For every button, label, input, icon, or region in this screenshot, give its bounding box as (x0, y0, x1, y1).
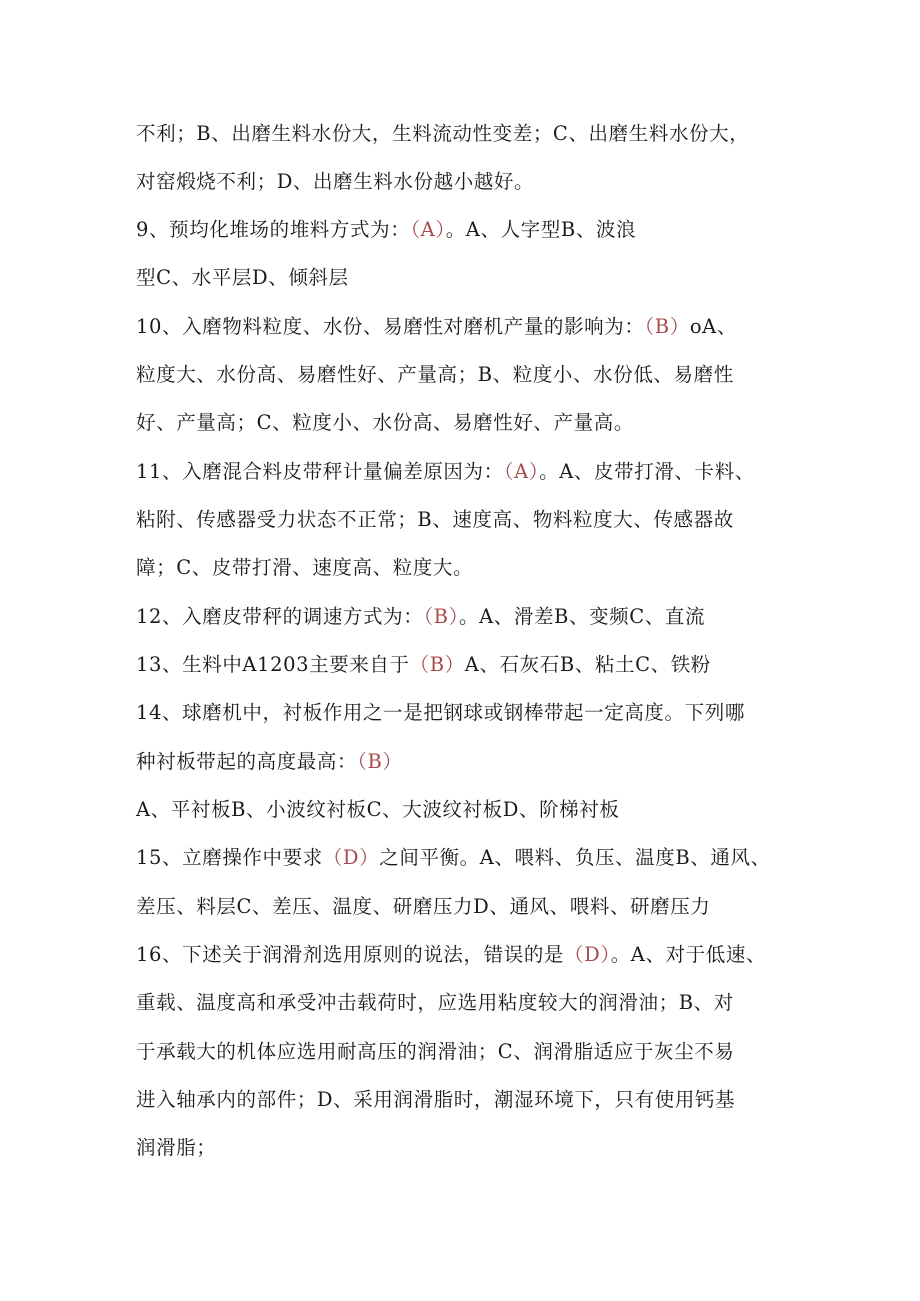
text-segment: 差压、料层C、差压、温度、研磨压力D、通风、喂料、研磨压力 (136, 895, 711, 918)
text-segment: A、平衬板B、小波纹衬板C、大波纹衬板D、阶梯衬板 (136, 798, 620, 821)
text-segment: 15、立磨操作中要求 (136, 846, 323, 869)
question-10 (136, 315, 816, 339)
text-line (136, 895, 816, 919)
text-segment: 13、生料中A1203主要来自于 (136, 653, 410, 676)
text-segment: 于承载大的机体应选用耐高压的润滑油；C、润滑脂适应于灰尘不易 (136, 1040, 735, 1063)
question-13 (136, 653, 816, 677)
text-line (136, 1136, 816, 1160)
answer-mark: （D） (564, 943, 611, 966)
text-segment: 。A、皮带打滑、卡料、 (539, 460, 755, 483)
text-line (136, 363, 816, 387)
text-segment: 9、预均化堆场的堆料方式为： (136, 218, 411, 241)
text-segment: 进入轴承内的部件；D、采用润滑脂时，潮湿环境下，只有使用钙基 (136, 1088, 736, 1111)
text-line (136, 556, 816, 580)
text-line (136, 266, 816, 290)
text-line (136, 991, 816, 1015)
text-line (136, 508, 816, 532)
text-segment: 不利；B、出磨生料水份大，生料流动性变差；C、出磨生料水份大， (136, 122, 750, 145)
text-segment: 种衬板带起的高度最高： (136, 750, 358, 773)
text-line (136, 750, 816, 774)
answer-mark: （B） (409, 653, 465, 676)
text-segment: 粒度大、水份高、易磨性好、产量高；B、粒度小、水份低、易磨性 (136, 363, 734, 386)
question-11 (136, 460, 816, 484)
text-segment: 12、入磨皮带秤的调速方式为： (136, 605, 424, 628)
text-segment: 之间平衡。A、喂料、负压、温度B、通风、 (379, 846, 771, 869)
text-segment: oA、 (689, 315, 737, 338)
text-segment: 11、入磨混合料皮带秤计量偏差原因为： (136, 460, 504, 483)
text-segment: 16、下述关于润滑剂选用原则的说法，错误的是 (136, 943, 565, 966)
text-line (136, 122, 816, 146)
question-15 (136, 846, 816, 870)
answer-mark: （B） (644, 315, 690, 338)
answer-mark: （D） (322, 846, 380, 869)
text-segment: 10、入磨物料粒度、水份、易磨性对磨机产量的影响为： (136, 315, 645, 338)
question-9 (136, 218, 816, 242)
text-line (136, 170, 816, 194)
text-segment: 型C、水平层D、倾斜层 (136, 266, 349, 289)
text-segment: A、石灰石B、粘土C、铁粉 (464, 653, 711, 676)
question-16 (136, 943, 816, 967)
answer-mark: （A） (503, 460, 540, 483)
answer-mark: （A） (410, 218, 446, 241)
text-segment: 。A、人字型B、波浪 (445, 218, 637, 241)
answer-mark: （B） (423, 605, 459, 628)
text-segment: 好、产量高；C、粒度小、水份高、易磨性好、产量高。 (136, 411, 634, 434)
text-line (136, 798, 816, 822)
answer-mark: （B） (357, 750, 403, 773)
text-segment: 。A、滑差B、变频C、直流 (458, 605, 706, 628)
text-segment: 14、球磨机中，衬板作用之一是把钢球或钢棒带起一定高度。下列哪 (136, 701, 745, 724)
text-line (136, 1088, 816, 1112)
text-line (136, 411, 816, 435)
text-segment: 润滑脂； (136, 1136, 217, 1159)
text-segment: 障；C、皮带打滑、速度高、粒度大。 (136, 556, 474, 579)
text-segment: 。A、对于低速、 (610, 943, 767, 966)
text-segment: 重载、温度高和承受冲击载荷时，应选用粘度较大的润滑油；B、对 (136, 991, 734, 1014)
question-14 (136, 701, 816, 725)
text-segment: 粘附、传感器受力状态不正常；B、速度高、物料粒度大、传感器故 (136, 508, 734, 531)
text-segment: 对窑煅烧不利；D、出磨生料水份越小越好。 (136, 170, 535, 193)
text-line (136, 1040, 816, 1064)
question-12 (136, 605, 816, 629)
